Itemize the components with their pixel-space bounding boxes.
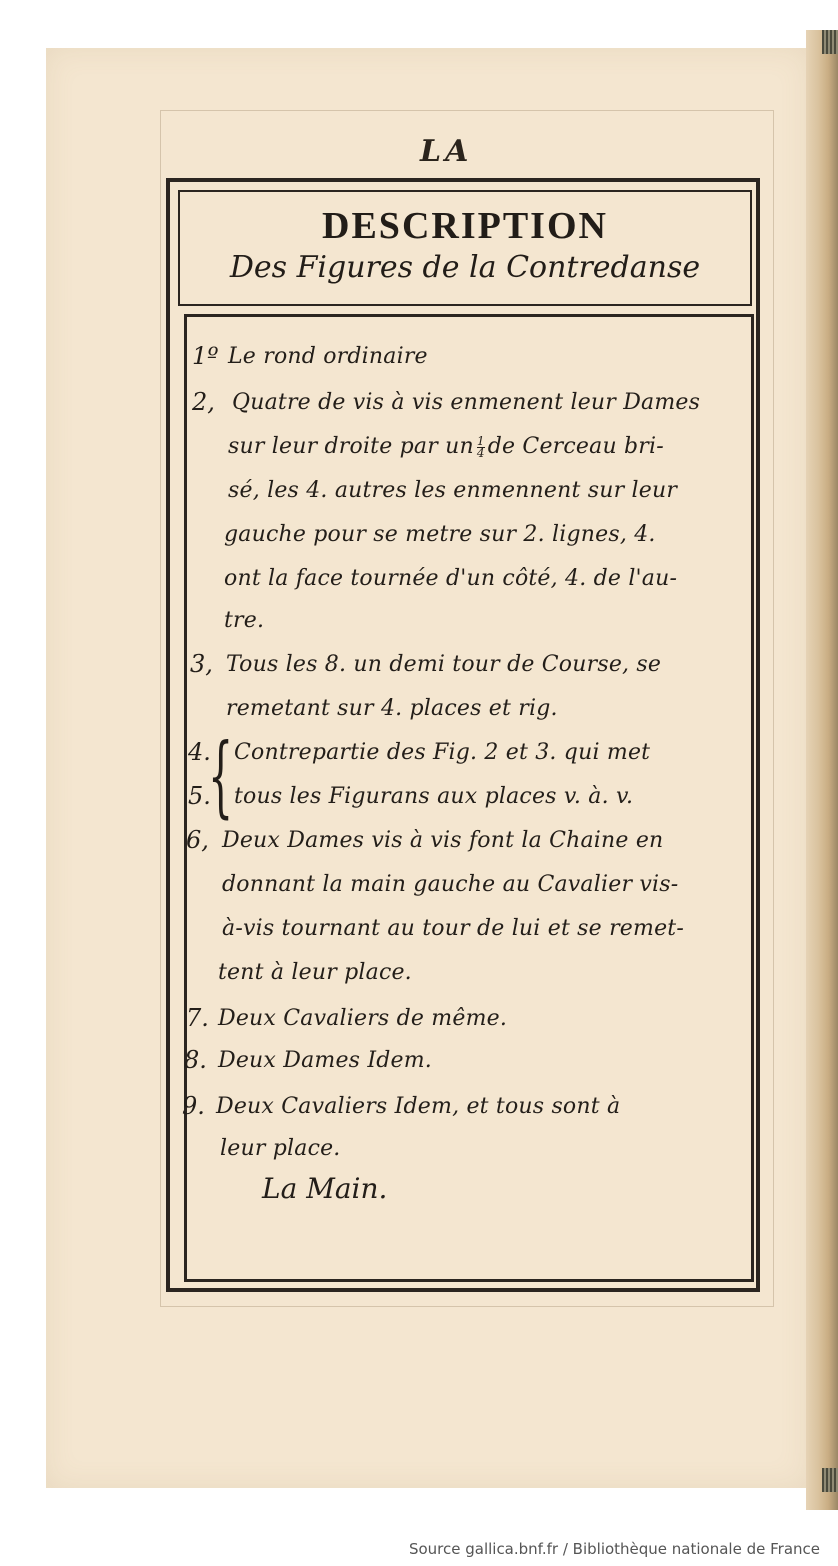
running-head: LA (420, 134, 473, 169)
figure-number-6: 6, (186, 826, 209, 854)
figure-number-1: 1º (192, 342, 219, 370)
text-line: Quatre de vis à vis enmenent leur Dames (232, 390, 701, 415)
fraction-denominator: 4 (476, 445, 485, 460)
text-line: sé, les 4. autres les enmennent sur leur (228, 478, 678, 503)
figure-number-5: 5. (188, 782, 211, 810)
page-subtitle: Des Figures de la Contredanse (229, 250, 701, 285)
text-line: ont la face tournée d'un côté, 4. de l'au- (224, 566, 678, 591)
text-line-with-fraction (228, 434, 664, 459)
text-line: Deux Dames Idem. (218, 1048, 432, 1073)
figure-number-8: 8. (184, 1046, 207, 1074)
text-line: Deux Dames vis à vis font la Chaine en (222, 828, 664, 853)
text-line: Contrepartie des Fig. 2 et 3. qui met (234, 740, 651, 765)
text-segment: sur leur droite par un (228, 434, 474, 459)
text-line: donnant la main gauche au Cavalier vis- (222, 872, 679, 897)
text-line: à-vis tournant au tour de lui et se remet- (222, 916, 684, 941)
binding-thread-bottom (822, 1468, 838, 1492)
fraction-numerator: 1 (476, 433, 485, 448)
closing-signature: La Main. (262, 1172, 388, 1205)
binding-thread-top (822, 30, 838, 54)
text-segment: de Cerceau bri- (487, 434, 664, 459)
text-line: Deux Cavaliers de même. (218, 1006, 508, 1031)
title-cartouche (178, 190, 752, 306)
text-line: remetant sur 4. places et rig. (226, 696, 558, 721)
source-credit: Source gallica.bnf.fr / Bibliothèque nationale de France (408, 1540, 820, 1558)
brace-figures-4-5: { (208, 724, 234, 827)
figure-number-3: 3, (190, 650, 213, 678)
figure-number-7: 7. (186, 1004, 209, 1032)
fraction-one-quarter (476, 433, 485, 460)
figure-number-9: 9. (182, 1092, 205, 1120)
text-line: Le rond ordinaire (228, 344, 428, 369)
text-line: leur place. (220, 1136, 341, 1161)
book-spine (806, 30, 838, 1510)
page-title: DESCRIPTION (322, 205, 608, 247)
figure-number-4: 4. (188, 738, 211, 766)
figure-number-2: 2, (192, 388, 215, 416)
text-line: Deux Cavaliers Idem, et tous sont à (216, 1094, 621, 1119)
text-line: Tous les 8. un demi tour de Course, se (226, 652, 662, 677)
text-line: tent à leur place. (218, 960, 412, 985)
text-line: tous les Figurans aux places v. à. v. (234, 784, 634, 809)
text-line: gauche pour se metre sur 2. lignes, 4. (224, 522, 656, 547)
text-line: tre. (224, 608, 265, 633)
